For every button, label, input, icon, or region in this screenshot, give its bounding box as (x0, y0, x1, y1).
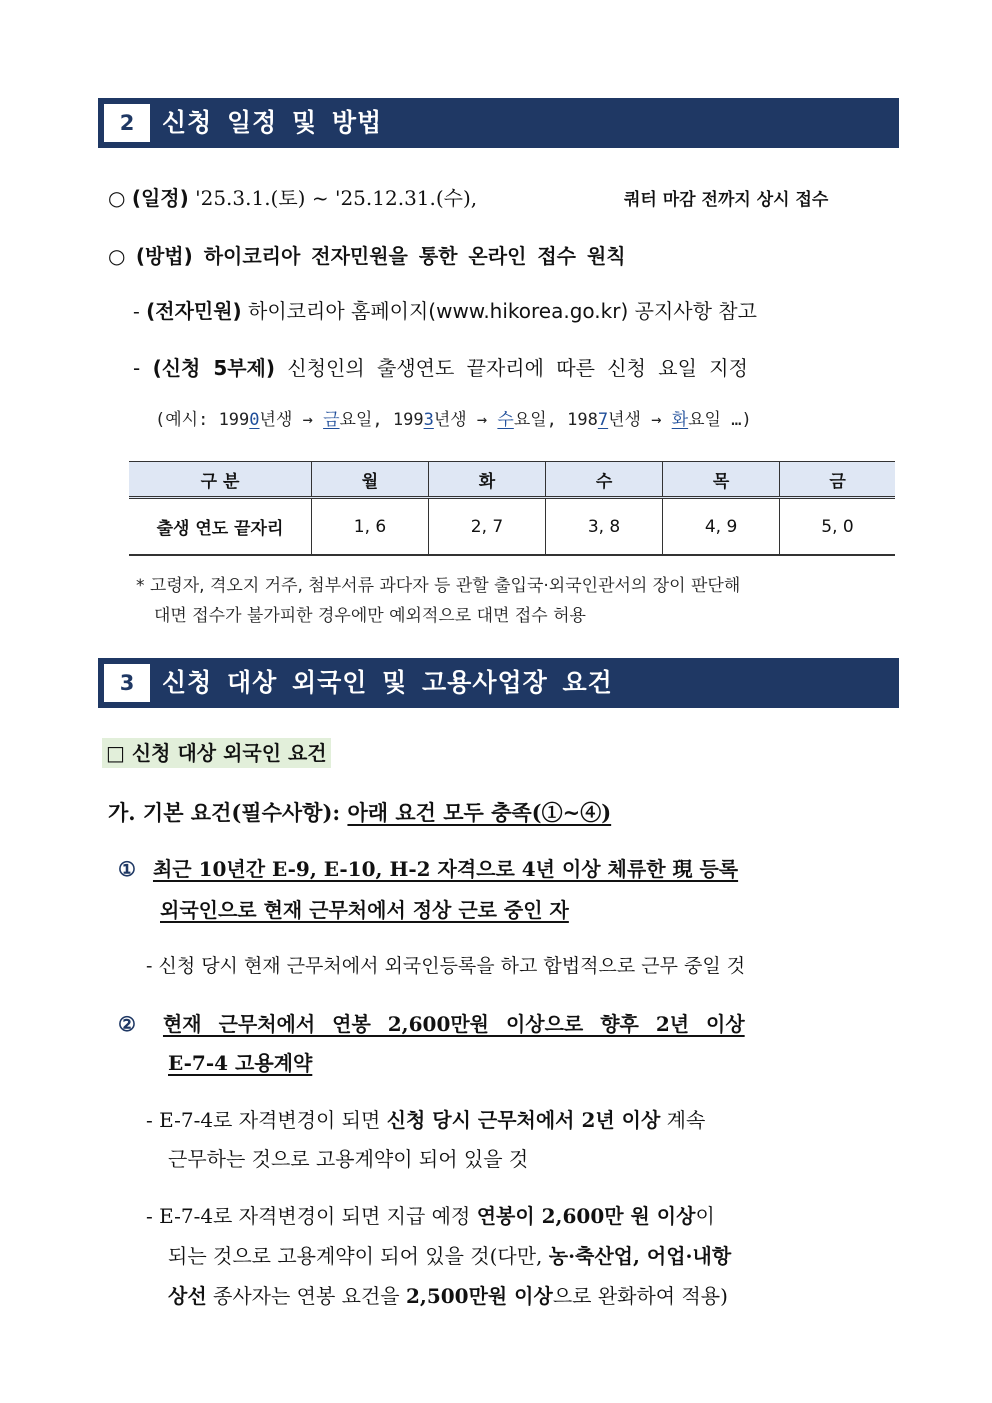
req2-sub2-l3c: 2,500만원 이상 (405, 1284, 553, 1308)
table-header: 월 (312, 462, 429, 498)
table-header: 수 (546, 462, 663, 498)
schedule-label: (일정) (131, 186, 189, 210)
req2-sub2-line-2 (168, 1240, 731, 1269)
footnote-line-2: 대면 접수가 불가피한 경우에만 예외적으로 대면 접수 허용 (154, 606, 586, 626)
method-label: (방법) (135, 244, 193, 268)
schedule-table (129, 461, 895, 556)
req2-text-2: E-7-4 고용계약 (168, 1051, 313, 1075)
table-header: 금 (780, 462, 895, 498)
example-year: 198 (567, 410, 598, 430)
table-cell: 2, 7 (429, 498, 546, 556)
table-cell: 4, 9 (663, 498, 780, 556)
table-header-row (129, 462, 895, 498)
req2-sub2-c: 이 (695, 1204, 715, 1228)
req1-text-1: 최근 10년간 E-9, E-10, H-2 자격으로 4년 이상 체류한 現 등록 (152, 857, 739, 881)
req2-sub2-line-3 (168, 1280, 728, 1309)
example-day: 수 (497, 410, 514, 430)
electronic-label: (전자민원) (146, 299, 242, 323)
req2-sub1-b: 신청 당시 근무처에서 2년 이상 (386, 1108, 661, 1132)
basic-prefix: 가. 기본 요건(필수사항): (108, 800, 341, 825)
circle-bullet-icon: ○ (108, 244, 126, 268)
example-year-suffix: 년생 → (608, 410, 672, 430)
req2-sub2-b: 연봉이 2,600만 원 이상 (476, 1204, 696, 1228)
example-open: (예시: (155, 410, 219, 430)
req2-sub2-l3b: 종사자는 연봉 요건을 (206, 1284, 406, 1308)
example-year-suffix: 년생 → (433, 410, 498, 430)
example-digit: 7 (597, 410, 609, 430)
table-header: 구 분 (129, 462, 312, 498)
electronic-text: 하이코리아 홈페이지(www.hikorea.go.kr) 공지사항 참고 (241, 299, 757, 323)
basic-underlined: 아래 요건 모두 충족(①~④) (347, 800, 612, 825)
row-label: 출생 연도 끝자리 (129, 498, 312, 556)
table-cell: 5, 0 (780, 498, 895, 556)
example-day: 화 (671, 410, 689, 430)
example-day: 금 (323, 410, 340, 430)
footnote-line-1: * 고령자, 격오지 거주, 첨부서류 과다자 등 관할 출입국·외국인관서의 장이 판단해 (136, 576, 741, 596)
table-row (129, 498, 895, 556)
section-title: 신청 일정 및 방법 (162, 108, 383, 137)
table-header: 화 (429, 462, 546, 498)
section-title: 신청 대상 외국인 및 고용사업장 요건 (162, 668, 613, 697)
table-cell: 3, 8 (546, 498, 663, 556)
schedule-dates: '25.3.1.(토) ~ '25.12.31.(수), (188, 186, 478, 210)
req2-sub2-a: - E-7-4로 자격변경이 되면 지급 예정 (146, 1204, 477, 1228)
example-year-suffix: 년생 → (259, 410, 324, 430)
example-year: 199 (392, 410, 424, 430)
req-number: ② (118, 1012, 136, 1036)
req-number: ① (118, 857, 136, 881)
req2-line-1 (118, 1008, 745, 1037)
fiveday-text: 신청인의 출생연도 끝자리에 따른 신청 요일 지정 (275, 356, 748, 380)
req2-sub1-c: 계속 (660, 1108, 706, 1132)
subheading: □ 신청 대상 외국인 요건 (102, 738, 331, 768)
electronic-line (133, 295, 757, 324)
circle-bullet-icon: ○ (108, 186, 126, 210)
req1-line-2 (160, 894, 569, 923)
dash: - (133, 299, 140, 323)
method-line (108, 240, 626, 269)
req1-line-1 (118, 853, 738, 882)
table-header: 목 (663, 462, 780, 498)
req1-sub: - 신청 당시 현재 근무처에서 외국인등록을 하고 합법적으로 근무 중일 것 (146, 955, 746, 977)
req2-sub2-l2a: 되는 것으로 고용계약이 되어 있을 것(다만, (168, 1244, 549, 1268)
req2-line-2 (168, 1047, 312, 1076)
schedule-note: 쿼터 마감 전까지 상시 접수 (624, 190, 829, 210)
example-line (155, 405, 752, 430)
example-day-suffix: 요일, (339, 410, 393, 430)
table-cell: 1, 6 (312, 498, 429, 556)
req2-sub1-line-2: 근무하는 것으로 고용계약이 되어 있을 것 (168, 1147, 529, 1171)
req2-sub2-l3a: 상선 (168, 1284, 207, 1308)
example-day-suffix: 요일, (513, 410, 568, 430)
basic-requirement (108, 797, 611, 827)
schedule-line (108, 182, 477, 211)
section-number: 2 (104, 104, 150, 142)
dash: - (133, 356, 141, 380)
example-digit: 0 (249, 410, 260, 430)
req2-sub2-line-1 (146, 1200, 715, 1229)
req2-sub1-line-1 (146, 1104, 705, 1133)
req2-sub1-a: - E-7-4로 자격변경이 되면 (146, 1108, 387, 1132)
fiveday-label: (신청 5부제) (152, 356, 276, 380)
req2-sub2-l2b: 농·축산업, 어업·내항 (548, 1244, 732, 1268)
method-text: 하이코리아 전자민원을 통한 온라인 접수 원칙 (192, 244, 626, 268)
example-digit: 3 (423, 410, 434, 430)
req2-text-1: 현재 근무처에서 연봉 2,600만원 이상으로 향후 2년 이상 (162, 1012, 745, 1036)
section-3-header (98, 658, 899, 708)
section-2-header (98, 98, 899, 148)
fiveday-line (133, 352, 748, 381)
req2-sub2-l3d: 으로 완화하여 적용) (552, 1284, 728, 1308)
req1-text-2: 외국인으로 현재 근무처에서 정상 근로 중인 자 (160, 898, 569, 922)
example-year: 199 (218, 410, 250, 430)
example-day-suffix: 요일 …) (688, 410, 752, 430)
section-number: 3 (104, 664, 150, 702)
